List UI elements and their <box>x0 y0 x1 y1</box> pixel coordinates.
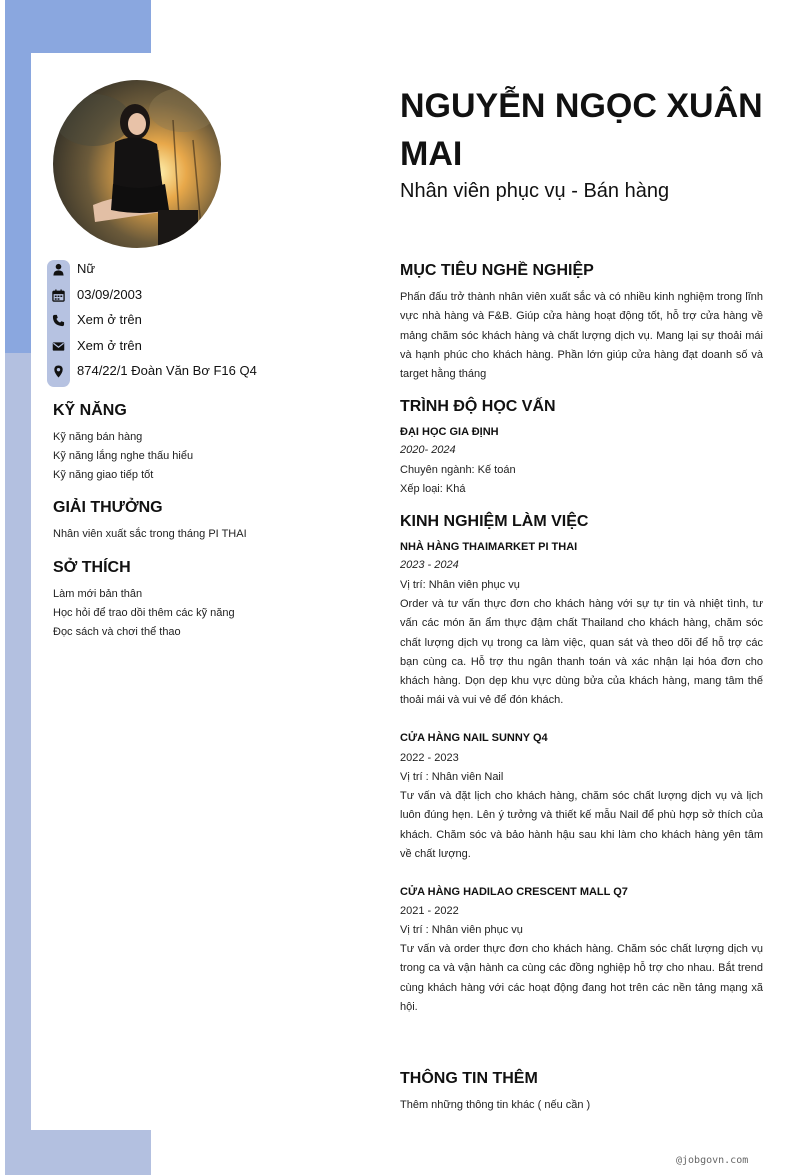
job-years: 2023 - 2024 <box>400 559 459 571</box>
job-years: 2021 - 2022 <box>400 905 459 917</box>
job-company: CỬA HÀNG HADILAO CRESCENT MALL Q7 <box>400 886 628 898</box>
education-years: 2020- 2024 <box>400 444 456 456</box>
avatar <box>53 80 221 248</box>
list-item: Kỹ năng lắng nghe thấu hiểu <box>53 450 194 462</box>
calendar-icon <box>52 289 65 302</box>
list-item: Đọc sách và chơi thể thao <box>53 626 181 638</box>
education-major: Chuyên ngành: Kế toán <box>400 464 516 476</box>
job-position: Vị trí : Nhân viên phục vụ <box>400 924 523 936</box>
education-grade: Xếp loại: Khá <box>400 483 466 495</box>
job-position: Vị trí: Nhân viên phục vụ <box>400 579 520 591</box>
person-icon <box>52 263 65 276</box>
job-company: CỬA HÀNG NAIL SUNNY Q4 <box>400 732 548 744</box>
objective-text: Phấn đấu trở thành nhân viên xuất sắc và có nhiều kinh nghiệm trong lĩnh vực nhà hàng và F&B. Giúp cửa hàng hoạt động tốt, hỗ trợ cửa hàng về mảng chăm sóc khách hàng và chất lượng dịch vụ. Mang lại sự thoải mái và hạnh phúc cho khách hàng. Phần lớn giúp cửa hàng đạt doanh số và target hằng tháng <box>400 291 763 381</box>
contact-gender <box>47 260 347 280</box>
skills-list <box>53 428 193 485</box>
job-years: 2022 - 2023 <box>400 752 459 764</box>
list-item: Làm mới bản thân <box>53 588 143 600</box>
awards-list <box>53 525 247 544</box>
phone-text: Xem ở trên <box>77 312 142 327</box>
job-position: Vị trí : Nhân viên Nail <box>400 771 504 783</box>
email-text: Xem ở trên <box>77 338 142 353</box>
job-description: Tư vấn và order thực đơn cho khách hàng. Chăm sóc chất lượng dịch vụ trong ca và vận hành ca cùng các đồng nghiệp hỗ trợ cho nhau. Bắt trend cùng khách hàng với các hoạt động đang hot trên các nền tảng mạng xã hội. <box>400 943 763 1013</box>
experience-title: KINH NGHIỆM LÀM VIỆC <box>400 513 589 530</box>
birthdate-text: 03/09/2003 <box>77 287 143 302</box>
location-pin-icon <box>52 365 65 378</box>
list-item: Kỹ năng giao tiếp tốt <box>53 469 154 481</box>
education-title: TRÌNH ĐỘ HỌC VẤN <box>400 398 556 415</box>
list-item: Kỹ năng bán hàng <box>53 431 143 443</box>
contact-address <box>47 362 347 382</box>
address-text: 874/22/1 Đoàn Văn Bơ F16 Q4 <box>77 363 257 378</box>
hobbies-title: SỞ THÍCH <box>53 559 131 576</box>
objective-title: MỤC TIÊU NGHỀ NGHIỆP <box>400 262 594 279</box>
education-school: ĐẠI HỌC GIA ĐỊNH <box>400 426 499 438</box>
extra-title: THÔNG TIN THÊM <box>400 1070 538 1087</box>
candidate-name: NGUYỄN NGỌC XUÂN MAI <box>400 87 763 173</box>
contact-email <box>47 337 347 357</box>
extra-text: Thêm những thông tin khác ( nếu cần ) <box>400 1099 591 1111</box>
skills-title: KỸ NĂNG <box>53 402 127 419</box>
hobbies-list <box>53 585 235 642</box>
list-item: Học hỏi để trao dồi thêm các kỹ năng <box>53 607 235 619</box>
phone-icon <box>52 314 65 327</box>
contact-birthdate <box>47 286 347 306</box>
mail-icon <box>52 340 65 353</box>
contact-phone <box>47 311 347 331</box>
list-item: Nhân viên xuất sắc trong tháng PI THAI <box>53 528 247 540</box>
candidate-title: Nhân viên phục vụ - Bán hàng <box>400 180 670 202</box>
watermark: @jobgovn.com <box>676 1155 749 1166</box>
job-description: Tư vấn và đặt lịch cho khách hàng, chăm sóc chất lượng dịch vụ và lịch luôn đúng hẹn. Lên ý tưởng và thiết kế mẫu Nail để phù hợp sở thích của khách. Chăm sóc và bảo hành hậu sau khi làm cho khách hàng yên tâm về chất lượng. <box>400 790 763 860</box>
awards-title: GIẢI THƯỞNG <box>53 499 163 516</box>
gender-text: Nữ <box>77 261 96 276</box>
job-description: Order và tư vấn thực đơn cho khách hàng với sự tự tin và nhiệt tình, tư vấn các món ăn ẩm thực đậm chất Thailand cho khách hàng, chăm sóc chất lượng dịch vụ trong ca làm việc, quan sát và theo dõi để hỗ trợ các bạn cùng ca. Hỗ trợ thu ngân thanh toán và xác nhận lại hóa đơn cho khách hàng. Dọn dẹp khu vực dùng bửa của khách hàng, mang tâm thế thoải mái và vui vẻ để đón khách. <box>400 598 763 707</box>
job-company: NHÀ HÀNG THAIMARKET PI THAI <box>400 541 578 553</box>
